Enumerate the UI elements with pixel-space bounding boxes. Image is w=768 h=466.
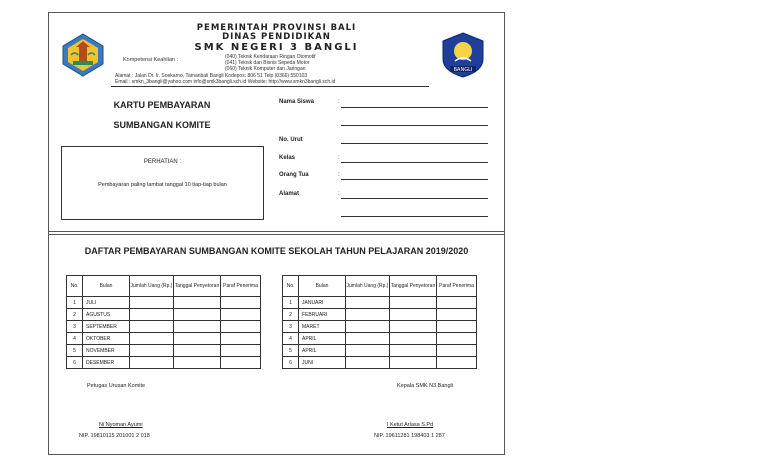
amount-cell[interactable] [346,357,390,369]
table-row [283,345,477,357]
notice-text: Pembayaran paling lambat tanggal 10 tiap-tiap bulan [98,182,227,188]
header-government: PEMERINTAH PROVINSI BALI [196,23,357,33]
table-row [283,309,477,321]
signature-cell[interactable] [437,297,477,309]
table-header-row [67,276,261,297]
kompetensi-item: (040) Teknik Kendaraan Ringan Otomotif [225,54,316,60]
field-colon: : [338,99,340,105]
header-department: DINAS PENDIDIKAN [222,32,331,42]
row-month: APRIL [299,333,346,345]
row-month: AGUSTUS [83,309,130,321]
date-cell[interactable] [390,357,437,369]
payment-table-semester-2 [282,275,477,369]
row-month: APRIL [299,345,346,357]
date-cell[interactable] [174,345,221,357]
date-cell[interactable] [174,309,221,321]
row-month: NOVEMBER [83,345,130,357]
field-label-alamat: Alamat [279,191,300,197]
emblem-label: BANGLI [453,67,473,73]
field-colon: : [338,172,340,178]
col-header-no: No. [67,276,83,297]
signature-cell[interactable] [437,333,477,345]
kompetensi-item: (041) Teknik dan Bisnis Sepeda Motor [225,60,310,66]
signature-cell[interactable] [221,357,261,369]
table-row [67,321,261,333]
school-address: Alamat : Jalan Dr. Ir. Soekarno, Tamanbali Bangli Kodepos: 806 51 Telp (0366) 550103 [115,73,308,79]
amount-cell[interactable] [130,321,174,333]
header-divider [111,86,429,87]
header-school-name: SMK NEGERI 3 BANGLI [194,42,359,53]
table-row [67,345,261,357]
field-line-nama[interactable] [341,107,488,108]
field-colon: : [338,155,340,161]
date-cell[interactable] [174,357,221,369]
payment-card-sheet [48,12,505,455]
field-line-urut[interactable] [341,143,488,144]
table-row [67,357,261,369]
col-header-bulan: Bulan [83,276,130,297]
field-line-kelas[interactable] [341,162,488,163]
row-number: 6 [67,357,83,369]
field-colon: : [338,191,340,197]
col-header-jumlah: Jumlah Uang (Rp.) [130,276,174,297]
field-label-ortu: Orang Tua [279,172,309,178]
row-month: DESEMBER [83,357,130,369]
table-row [67,333,261,345]
field-line-nama-2[interactable] [341,125,488,126]
signature-cell[interactable] [437,345,477,357]
amount-cell[interactable] [130,345,174,357]
amount-cell[interactable] [130,297,174,309]
signature-cell[interactable] [221,333,261,345]
card-top-section [49,13,504,232]
row-month: OKTOBER [83,333,130,345]
card-subtitle: SUMBANGAN KOMITE [113,120,211,130]
table-header-row [283,276,477,297]
date-cell[interactable] [390,345,437,357]
col-header-bulan: Bulan [299,276,346,297]
amount-cell[interactable] [346,321,390,333]
payment-table-semester-1 [66,275,261,369]
notice-box [61,146,264,220]
amount-cell[interactable] [130,333,174,345]
left-signatory-name: Ni Nyoman Ayumi [99,422,143,428]
row-number: 1 [283,297,299,309]
date-cell[interactable] [390,309,437,321]
row-number: 5 [67,345,83,357]
amount-cell[interactable] [130,357,174,369]
table-row [283,321,477,333]
signature-cell[interactable] [221,297,261,309]
signature-cell[interactable] [221,321,261,333]
amount-cell[interactable] [346,309,390,321]
row-number: 5 [283,345,299,357]
date-cell[interactable] [174,333,221,345]
left-signatory-nip: NIP. 19810115 201001 2 018 [79,433,150,439]
row-number: 4 [67,333,83,345]
row-number: 2 [67,309,83,321]
amount-cell[interactable] [130,309,174,321]
field-line-alamat-2[interactable] [341,216,488,217]
signature-cell[interactable] [437,309,477,321]
row-month: JUNI [299,357,346,369]
table-row [283,333,477,345]
col-header-paraf: Paraf Penerima [221,276,261,297]
left-signatory-role: Petugas Urusan Komite [87,383,146,389]
col-header-no: No. [283,276,299,297]
signature-cell[interactable] [437,357,477,369]
col-header-tanggal: Tanggal Penyetoran [390,276,437,297]
kompetensi-item: (060) Teknik Komputer dan Jaringan [225,66,306,72]
table-row [283,297,477,309]
card-title: KARTU PEMBAYARAN [113,100,211,110]
row-month: JANUARI [299,297,346,309]
row-number: 3 [67,321,83,333]
amount-cell[interactable] [346,297,390,309]
table-row [283,357,477,369]
date-cell[interactable] [390,333,437,345]
col-header-paraf: Paraf Penerima [437,276,477,297]
card-bottom-section [49,234,504,455]
row-number: 2 [283,309,299,321]
table-row [67,297,261,309]
row-number: 3 [283,321,299,333]
row-month: SEPTEMBER [83,321,130,333]
signature-cell[interactable] [221,345,261,357]
right-signatory-role: Kepala SMK N3 Bangli [397,383,453,389]
col-header-jumlah: Jumlah Uang (Rp.) [346,276,390,297]
right-signatory-name: I Ketut Ariasa S.Pd [387,422,434,428]
field-line-alamat[interactable] [341,198,488,199]
field-line-ortu[interactable] [341,179,488,180]
kompetensi-label: Kompetensi Keahlian : [123,57,179,63]
notice-title: PERHATIAN : [143,159,182,165]
amount-cell[interactable] [346,333,390,345]
right-signatory-nip: NIP. 19611281 198403 1 287 [374,433,445,439]
table-row [67,309,261,321]
date-cell[interactable] [174,297,221,309]
signature-cell[interactable] [437,321,477,333]
payment-list-title: DAFTAR PEMBAYARAN SUMBANGAN KOMITE SEKOLAH TAHUN PELAJARAN 2019/2020 [84,246,469,256]
row-month: MARET [299,321,346,333]
row-number: 6 [283,357,299,369]
field-label-nama: Nama Siswa [279,99,315,105]
date-cell[interactable] [174,321,221,333]
col-header-tanggal: Tanggal Penyetoran [174,276,221,297]
school-contact: Email : smkn_3bangli@yahoo.com info@smk3bangli.sch.id Website: http://www.smkn3bangli.sch.id [115,79,336,85]
amount-cell[interactable] [346,345,390,357]
row-month: JULI [83,297,130,309]
date-cell[interactable] [390,297,437,309]
field-label-kelas: Kelas [279,155,296,161]
date-cell[interactable] [390,321,437,333]
row-number: 4 [283,333,299,345]
field-label-urut: No. Urut [279,137,303,143]
row-number: 1 [67,297,83,309]
row-month: FEBRUARI [299,309,346,321]
bangli-regency-emblem-icon [439,31,487,79]
signature-cell[interactable] [221,309,261,321]
